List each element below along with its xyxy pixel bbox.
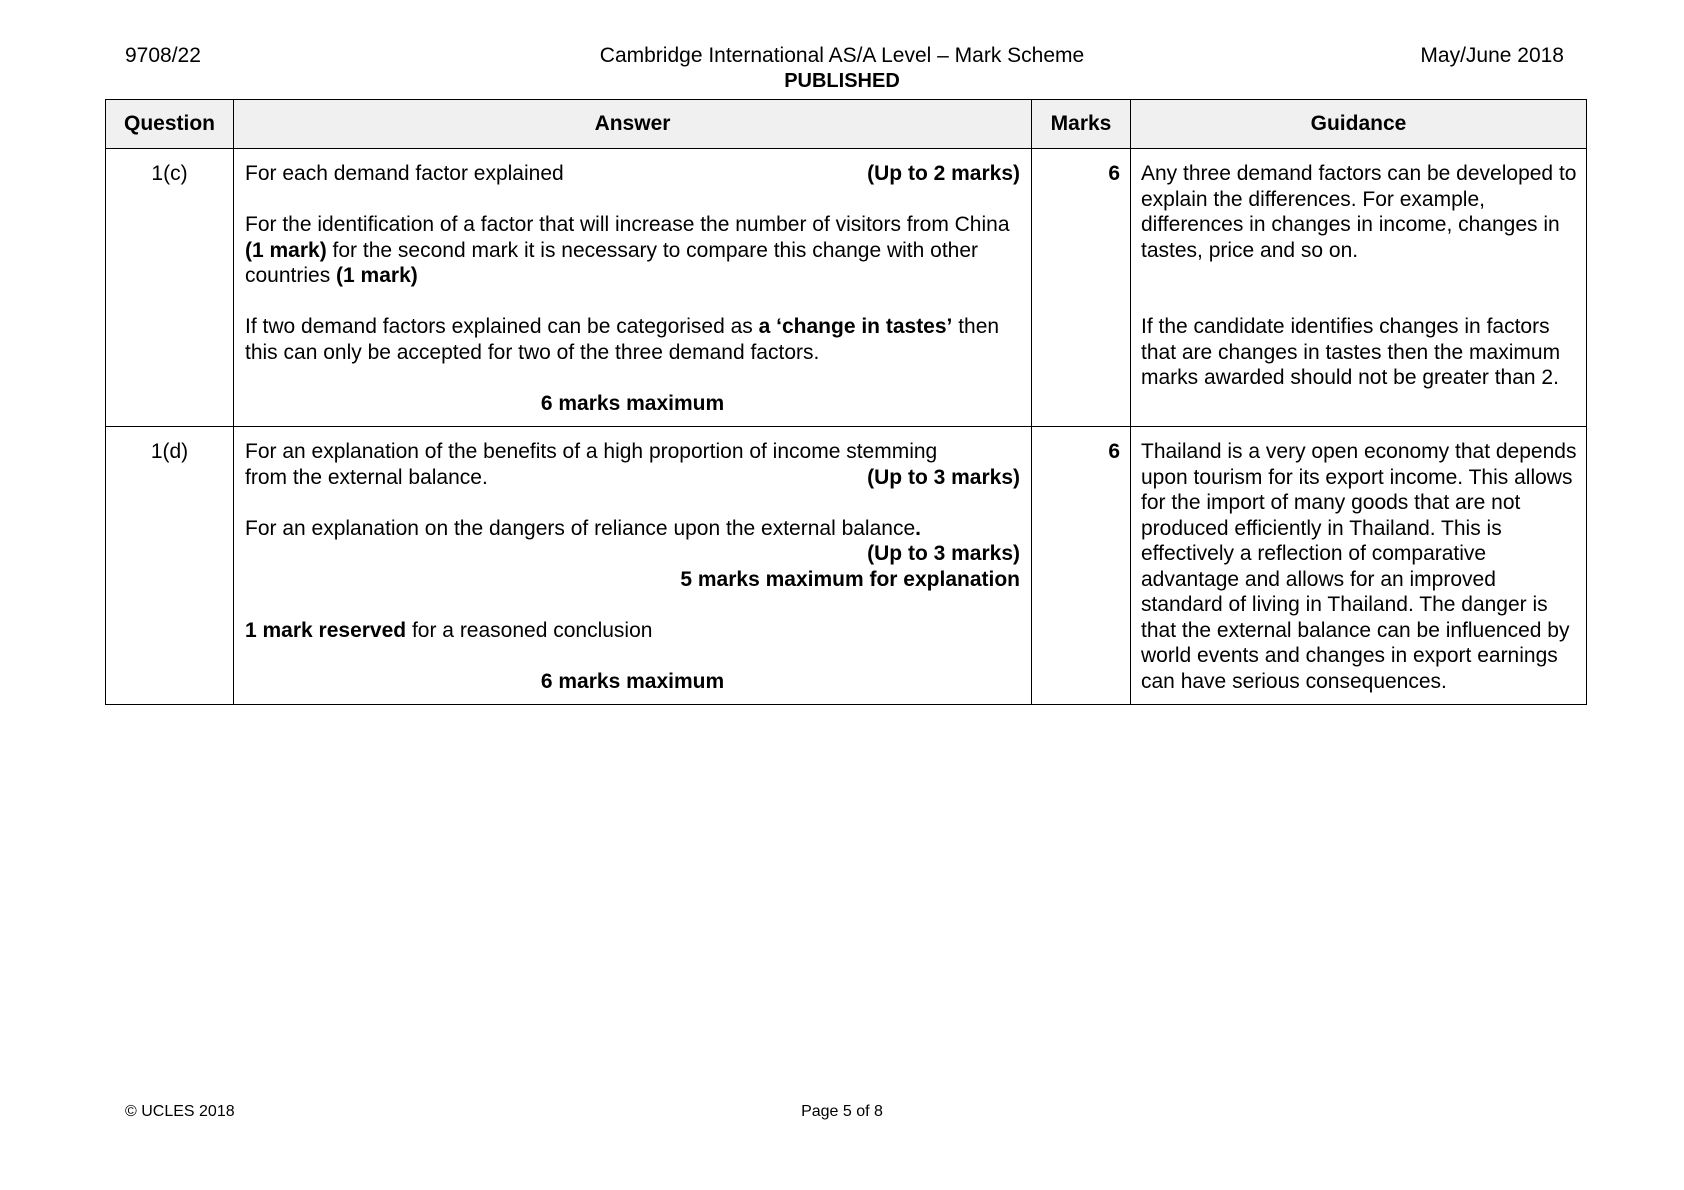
- title-text: Cambridge International AS/A Level – Mark Scheme: [599, 44, 1085, 67]
- answer-line: [245, 161, 1020, 187]
- answer-paragraph: [245, 212, 1020, 289]
- question-number: 1(d): [106, 427, 234, 705]
- answer-text: then this can only be accepted for two of the three demand factors.: [245, 315, 1000, 364]
- answer-line: [245, 465, 1020, 491]
- copyright: © UCLES 2018: [125, 1103, 235, 1120]
- guidance-paragraph: If the candidate identifies changes in factors that are changes in tastes then the maximum marks awarded should not be greater than 2.: [1141, 315, 1561, 389]
- explanation-maximum: 5 marks maximum for explanation: [680, 567, 1020, 591]
- marks-value: 6: [1032, 149, 1131, 427]
- answer-text: For an explanation of the benefits of a high proportion of income stemming: [245, 440, 938, 463]
- maximum-marks: 6 marks maximum: [540, 391, 725, 415]
- table-header-row: [106, 100, 1587, 149]
- marks-allocation: (Up to 3 marks): [867, 542, 1020, 565]
- guidance-cell: [1131, 427, 1587, 705]
- paper-code: 9708/22: [125, 44, 201, 67]
- exam-session: May/June 2018: [1420, 44, 1564, 67]
- answer-text: from the external balance.: [245, 465, 488, 489]
- mark-note: 1 mark reserved: [245, 618, 407, 642]
- column-header-guidance: Guidance: [1131, 100, 1587, 149]
- answer-cell: [234, 149, 1032, 427]
- page-number: Page 5 of 8: [801, 1103, 883, 1120]
- mark-note: (1 mark): [336, 264, 418, 287]
- answer-paragraph: [245, 618, 1020, 644]
- mark-scheme-table: [105, 99, 1587, 705]
- published-label: PUBLISHED: [784, 70, 900, 92]
- answer-text: For the identification of a factor that will increase the number of visitors from China: [245, 213, 1010, 236]
- punctuation: .: [915, 516, 921, 540]
- maximum-marks: 6 marks maximum: [540, 669, 725, 693]
- answer-paragraph: [245, 314, 1020, 365]
- column-header-question: Question: [106, 100, 234, 149]
- table-row: [106, 427, 1587, 705]
- guidance-paragraph: Any three demand factors can be developed to explain the differences. For example, differences in changes in income, changes in tastes, price and so on.: [1141, 162, 1577, 262]
- emphasis-text: a ‘change in tastes’: [758, 315, 953, 338]
- answer-text: for a reasoned conclusion: [406, 618, 653, 642]
- answer-text: for the second mark it is necessary to compare this change with other countries: [245, 238, 979, 287]
- answer-text: For each demand factor explained: [245, 162, 564, 185]
- column-header-marks: Marks: [1032, 100, 1131, 149]
- answer-cell: [234, 427, 1032, 705]
- guidance-cell: [1131, 149, 1587, 427]
- answer-text: If two demand factors explained can be categorised as: [245, 315, 759, 338]
- marks-value: 6: [1032, 427, 1131, 705]
- table-row: [106, 149, 1587, 427]
- answer-text: For an explanation on the dangers of reliance upon the external balance: [245, 516, 916, 540]
- marks-allocation: (Up to 2 marks): [867, 162, 1020, 185]
- marks-allocation: (Up to 3 marks): [867, 465, 1020, 489]
- column-header-answer: Answer: [234, 100, 1032, 149]
- mark-note: (1 mark): [245, 238, 327, 262]
- question-number: 1(c): [106, 149, 234, 427]
- answer-paragraph: [245, 516, 1020, 542]
- guidance-paragraph: Thailand is a very open economy that depends upon tourism for its export income. This allows for the import of many goods that are not produced efficiently in Thailand. This is effectively a reflection of comparative advantage and allows for an improved standard of living in Thailand. The danger is that the external balance can be influenced by world events and changes in export earnings can have serious consequences.: [1141, 440, 1577, 693]
